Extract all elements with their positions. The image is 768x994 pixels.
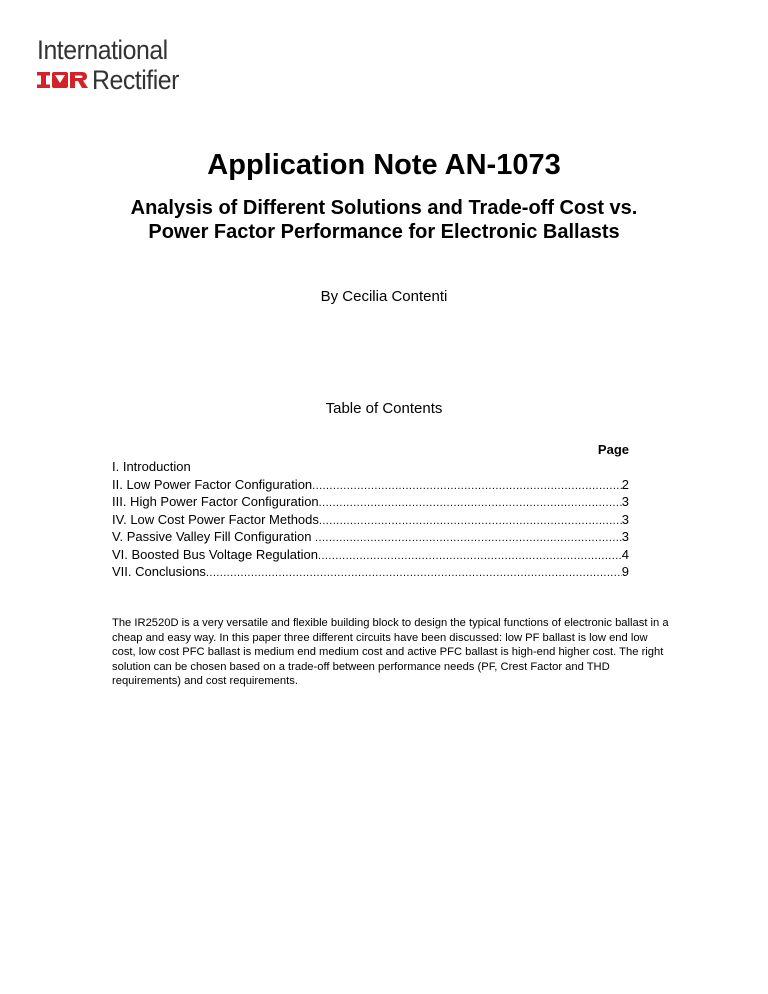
toc-entry-page: 3 bbox=[621, 529, 629, 544]
logo-text-international: International bbox=[37, 35, 168, 65]
toc-leader-dots bbox=[315, 530, 622, 548]
company-logo bbox=[37, 36, 187, 94]
toc-entry-label: III. High Power Factor Configuration bbox=[112, 494, 319, 509]
toc-entry-label: IV. Low Cost Power Factor Methods bbox=[112, 511, 319, 527]
toc-entry[interactable] bbox=[112, 563, 629, 581]
toc-entry-label: V. Passive Valley Fill Configuration bbox=[112, 529, 316, 544]
abstract-paragraph: The IR2520D is a very versatile and flexible building block to design the typical functions of electronic ballast in a cheap and easy way. In this paper three different circuits have been discussed: low PF ballast is low end low cost, low cost PFC ballast is medium end medium cost and active PFC ballast is high-end higher cost. The right solution can be chosen based on a trade-off between performance needs (PF, Crest Factor and THD requirements) and cost requirements. bbox=[112, 617, 669, 687]
document-subtitle: Analysis of Different Solutions and Trade-off Cost vs. Power Factor Performance for Electronic Ballasts bbox=[130, 197, 638, 243]
toc-leader-dots bbox=[318, 548, 622, 566]
toc-page-column-header: Page bbox=[597, 442, 629, 457]
toc-leader-dots bbox=[319, 495, 622, 513]
logo-text-rectifier: Rectifier bbox=[92, 65, 179, 95]
toc-entry[interactable] bbox=[112, 528, 629, 546]
toc-entry-label: II. Low Power Factor Configuration bbox=[112, 476, 313, 492]
document-title: Application Note AN-1073 bbox=[207, 149, 561, 181]
toc-leader-dots bbox=[319, 513, 622, 531]
toc-entry[interactable] bbox=[112, 546, 629, 564]
toc-entry[interactable] bbox=[112, 511, 629, 529]
toc-leader-dots bbox=[206, 565, 622, 583]
toc-entry[interactable] bbox=[112, 458, 629, 476]
toc-entry-label: I. Introduction bbox=[112, 459, 191, 474]
document-author: By Cecilia Contenti bbox=[320, 288, 448, 305]
toc-entry-page: 3 bbox=[621, 494, 629, 509]
toc-entry-page: 4 bbox=[621, 546, 629, 562]
toc-entry-page: 9 bbox=[621, 564, 629, 579]
toc-entry[interactable] bbox=[112, 493, 629, 511]
toc-entry-page: 3 bbox=[621, 511, 629, 527]
toc-entry-label: VI. Boosted Bus Voltage Regulation bbox=[112, 546, 318, 562]
ior-logo-icon bbox=[37, 69, 89, 91]
table-of-contents bbox=[112, 441, 629, 581]
toc-entry-page: 2 bbox=[621, 476, 629, 492]
toc-heading: Table of Contents bbox=[325, 400, 443, 417]
toc-entry-label: VII. Conclusions bbox=[112, 564, 206, 579]
toc-entry[interactable] bbox=[112, 476, 629, 494]
logo-line-rectifier bbox=[37, 66, 187, 94]
toc-leader-dots bbox=[312, 478, 622, 496]
